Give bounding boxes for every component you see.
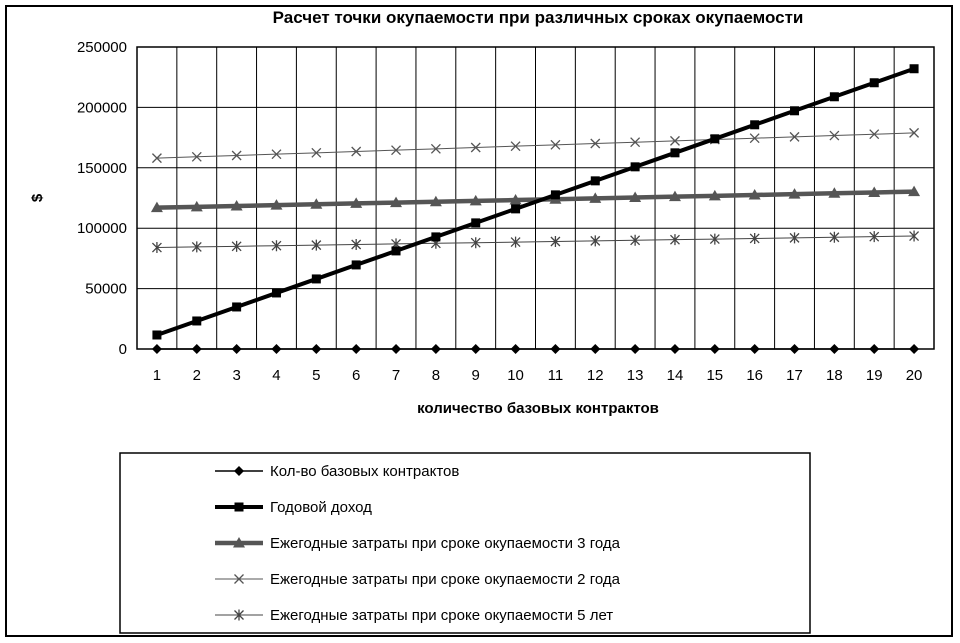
data-point	[790, 106, 799, 115]
x-tick-label: 8	[431, 367, 441, 384]
data-point	[910, 64, 919, 73]
data-point	[830, 92, 839, 101]
data-point	[590, 344, 600, 354]
x-tick-label: 5	[312, 367, 321, 384]
data-point	[232, 302, 241, 311]
x-tick-label: 1	[152, 367, 162, 384]
data-point	[192, 316, 201, 325]
x-tick-label: 2	[192, 367, 201, 384]
y-tick-label: 150000	[76, 159, 127, 177]
data-point	[550, 344, 560, 354]
legend-entry: Годовой доход	[270, 499, 372, 516]
x-tick-label: 18	[826, 367, 843, 384]
data-point	[152, 330, 161, 339]
data-point	[392, 246, 401, 255]
x-tick-label: 7	[391, 367, 401, 384]
data-point	[311, 344, 321, 354]
x-tick-label: 9	[471, 367, 480, 384]
x-tick-label: 16	[746, 367, 764, 384]
data-point	[670, 148, 679, 157]
data-point	[829, 344, 839, 354]
data-point	[511, 204, 520, 213]
data-point	[471, 218, 480, 227]
legend-marker	[235, 503, 244, 512]
x-tick-label: 13	[626, 367, 644, 384]
data-point	[630, 344, 640, 354]
x-tick-label: 3	[232, 367, 241, 384]
y-axis-ticks	[77, 39, 127, 358]
y-tick-label: 0	[118, 341, 127, 358]
data-point	[631, 162, 640, 171]
y-tick-label: 50000	[85, 280, 127, 298]
data-point	[750, 344, 760, 354]
legend-entry: Ежегодные затраты при сроке окупаемости 3 года	[270, 535, 620, 552]
x-axis-label: количество базовых контрактов	[417, 400, 659, 417]
data-point	[511, 344, 521, 354]
data-point	[232, 344, 242, 354]
data-point	[192, 344, 202, 354]
data-point	[351, 344, 361, 354]
x-tick-label: 11	[547, 367, 564, 384]
chart-title: Расчет точки окупаемости при различных сроках окупаемости	[272, 8, 804, 27]
data-point	[272, 288, 281, 297]
x-tick-label: 14	[666, 367, 684, 384]
x-tick-label: 6	[352, 367, 361, 384]
y-tick-label: 250000	[76, 39, 127, 56]
x-tick-label: 10	[507, 367, 524, 384]
legend-entry: Кол-во базовых контрактов	[270, 463, 460, 480]
data-point	[431, 232, 440, 241]
data-point	[909, 344, 919, 354]
legend-entry: Ежегодные затраты при сроке окупаемости 5 лет	[270, 607, 614, 624]
data-point	[312, 274, 321, 283]
data-point	[551, 190, 560, 199]
x-tick-label: 19	[865, 367, 883, 384]
data-point	[271, 344, 281, 354]
y-tick-label: 100000	[76, 220, 127, 238]
data-point	[790, 344, 800, 354]
x-tick-label: 20	[905, 367, 923, 384]
data-point	[750, 120, 759, 129]
x-tick-label: 4	[272, 367, 281, 384]
x-tick-label: 17	[786, 367, 803, 384]
x-tick-label: 15	[706, 367, 724, 384]
legend-entry: Ежегодные затраты при сроке окупаемости 2 года	[270, 571, 620, 588]
data-point	[710, 134, 719, 143]
y-axis-label: $	[29, 193, 46, 203]
data-point	[710, 344, 720, 354]
data-point	[391, 344, 401, 354]
data-point	[591, 176, 600, 185]
data-point	[152, 344, 162, 354]
data-point	[869, 344, 879, 354]
data-point	[471, 344, 481, 354]
data-point	[670, 344, 680, 354]
y-tick-label: 200000	[76, 99, 127, 117]
data-point	[870, 78, 879, 87]
data-point	[431, 344, 441, 354]
x-tick-label: 12	[586, 367, 604, 384]
x-axis-ticks	[153, 367, 923, 384]
data-point	[352, 260, 361, 269]
